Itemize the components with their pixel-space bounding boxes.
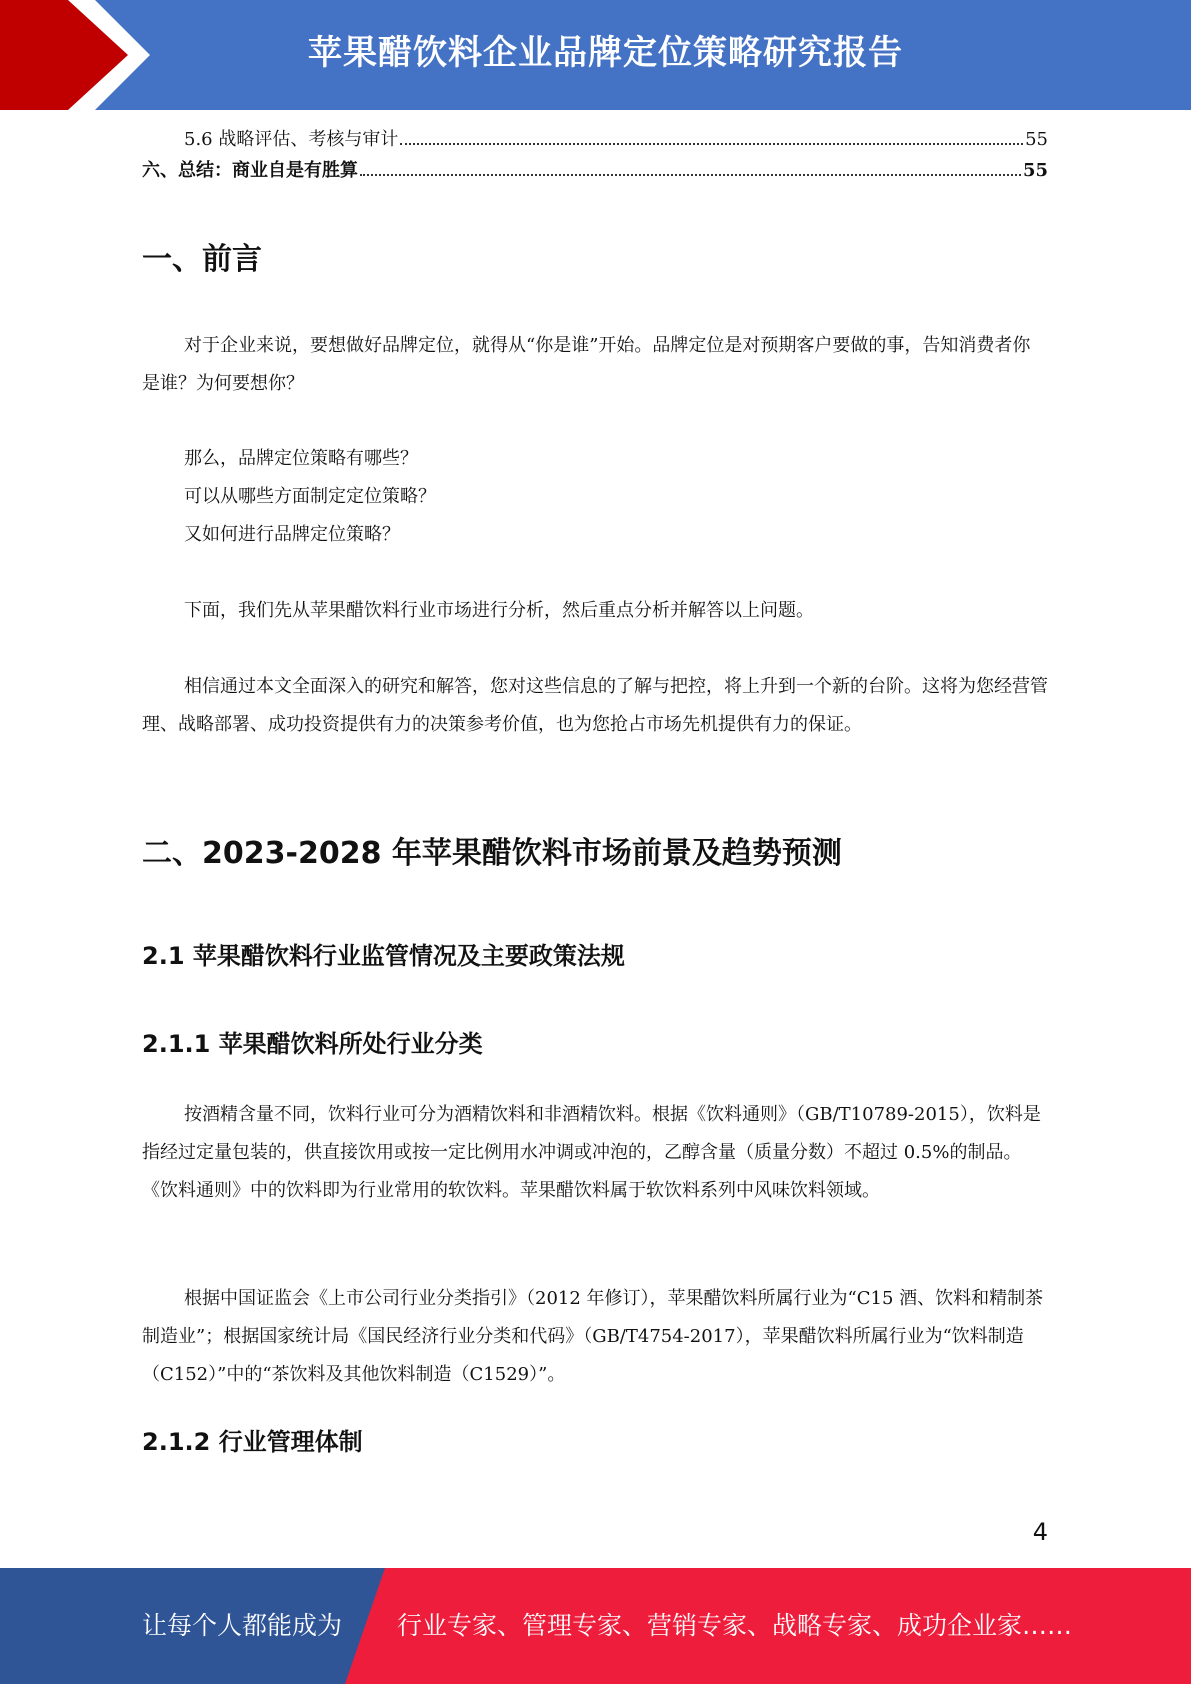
paragraph: 根据中国证监会《上市公司行业分类指引》（2012 年修订），苹果醋饮料所属行业为“C15 酒、饮料和精制茶制造业”；根据国家统计局《国民经济行业分类和代码》（GB/T4754-2017），苹果醋饮料所属行业为“饮料制造（C152）”中的“茶饮料及其他饮料制造（C1529）”。 xyxy=(142,1288,1044,1385)
page-footer xyxy=(0,1568,1191,1684)
paragraph: 下面，我们先从苹果醋饮料行业市场进行分析，然后重点分析并解答以上问题。 xyxy=(184,600,814,621)
question-line: 又如何进行品牌定位策略？ xyxy=(184,524,400,545)
question-line: 那么，品牌定位策略有哪些？ xyxy=(184,448,418,469)
toc-entry-page: 55 xyxy=(1022,160,1048,181)
section-heading-preface: 一、前言 xyxy=(142,242,262,277)
question-line: 可以从哪些方面制定定位策略？ xyxy=(184,486,436,507)
toc-entry-label: 六、总结：商业自是有胜算 xyxy=(142,160,358,181)
footer-slogan-right: 行业专家、管理专家、营销专家、战略专家、成功企业家…… xyxy=(397,1611,1073,1640)
footer-slogan-left: 让每个人都能成为 xyxy=(142,1611,343,1640)
page-number: 4 xyxy=(1032,1518,1048,1546)
subsubsection-heading: 2.1.2 行业管理体制 xyxy=(142,1428,363,1456)
toc-entry-label: 5.6 战略评估、考核与审计 xyxy=(184,129,399,150)
paragraph: 按酒精含量不同，饮料行业可分为酒精饮料和非酒精饮料。根据《饮料通则》（GB/T10789-2015），饮料是指经过定量包装的，供直接饮用或按一定比例用水冲调或冲泡的，乙醇含量（质量分数）不超过 0.5%的制品。《饮料通则》中的饮料即为行业常用的软饮料。苹果醋饮料属于软饮料系列中风味饮料领域。 xyxy=(142,1104,1041,1201)
toc-entry[interactable] xyxy=(142,155,1048,186)
report-title: 苹果醋饮料企业品牌定位策略研究报告 xyxy=(308,33,903,73)
paragraph: 相信通过本文全面深入的研究和解答，您对这些信息的了解与把控，将上升到一个新的台阶。这将为您经营管理、战略部署、成功投资提供有力的决策参考价值，也为您抢占市场先机提供有力的保证。 xyxy=(142,676,1048,735)
document-body xyxy=(142,124,1048,1456)
toc-entry-page: 55 xyxy=(1025,129,1048,150)
subsubsection-heading: 2.1.1 苹果醋饮料所处行业分类 xyxy=(142,1030,483,1058)
section-heading-forecast: 二、2023-2028 年苹果醋饮料市场前景及趋势预测 xyxy=(142,836,842,871)
toc-leader xyxy=(400,142,1023,145)
subsection-heading: 2.1 苹果醋饮料行业监管情况及主要政策法规 xyxy=(142,942,625,970)
toc-entry[interactable] xyxy=(142,124,1048,155)
toc-leader xyxy=(360,173,1021,176)
paragraph: 对于企业来说，要想做好品牌定位，就得从“你是谁”开始。品牌定位是对预期客户要做的事，告知消费者你是谁？为何要想你？ xyxy=(142,335,1031,394)
page-header xyxy=(0,0,1191,110)
